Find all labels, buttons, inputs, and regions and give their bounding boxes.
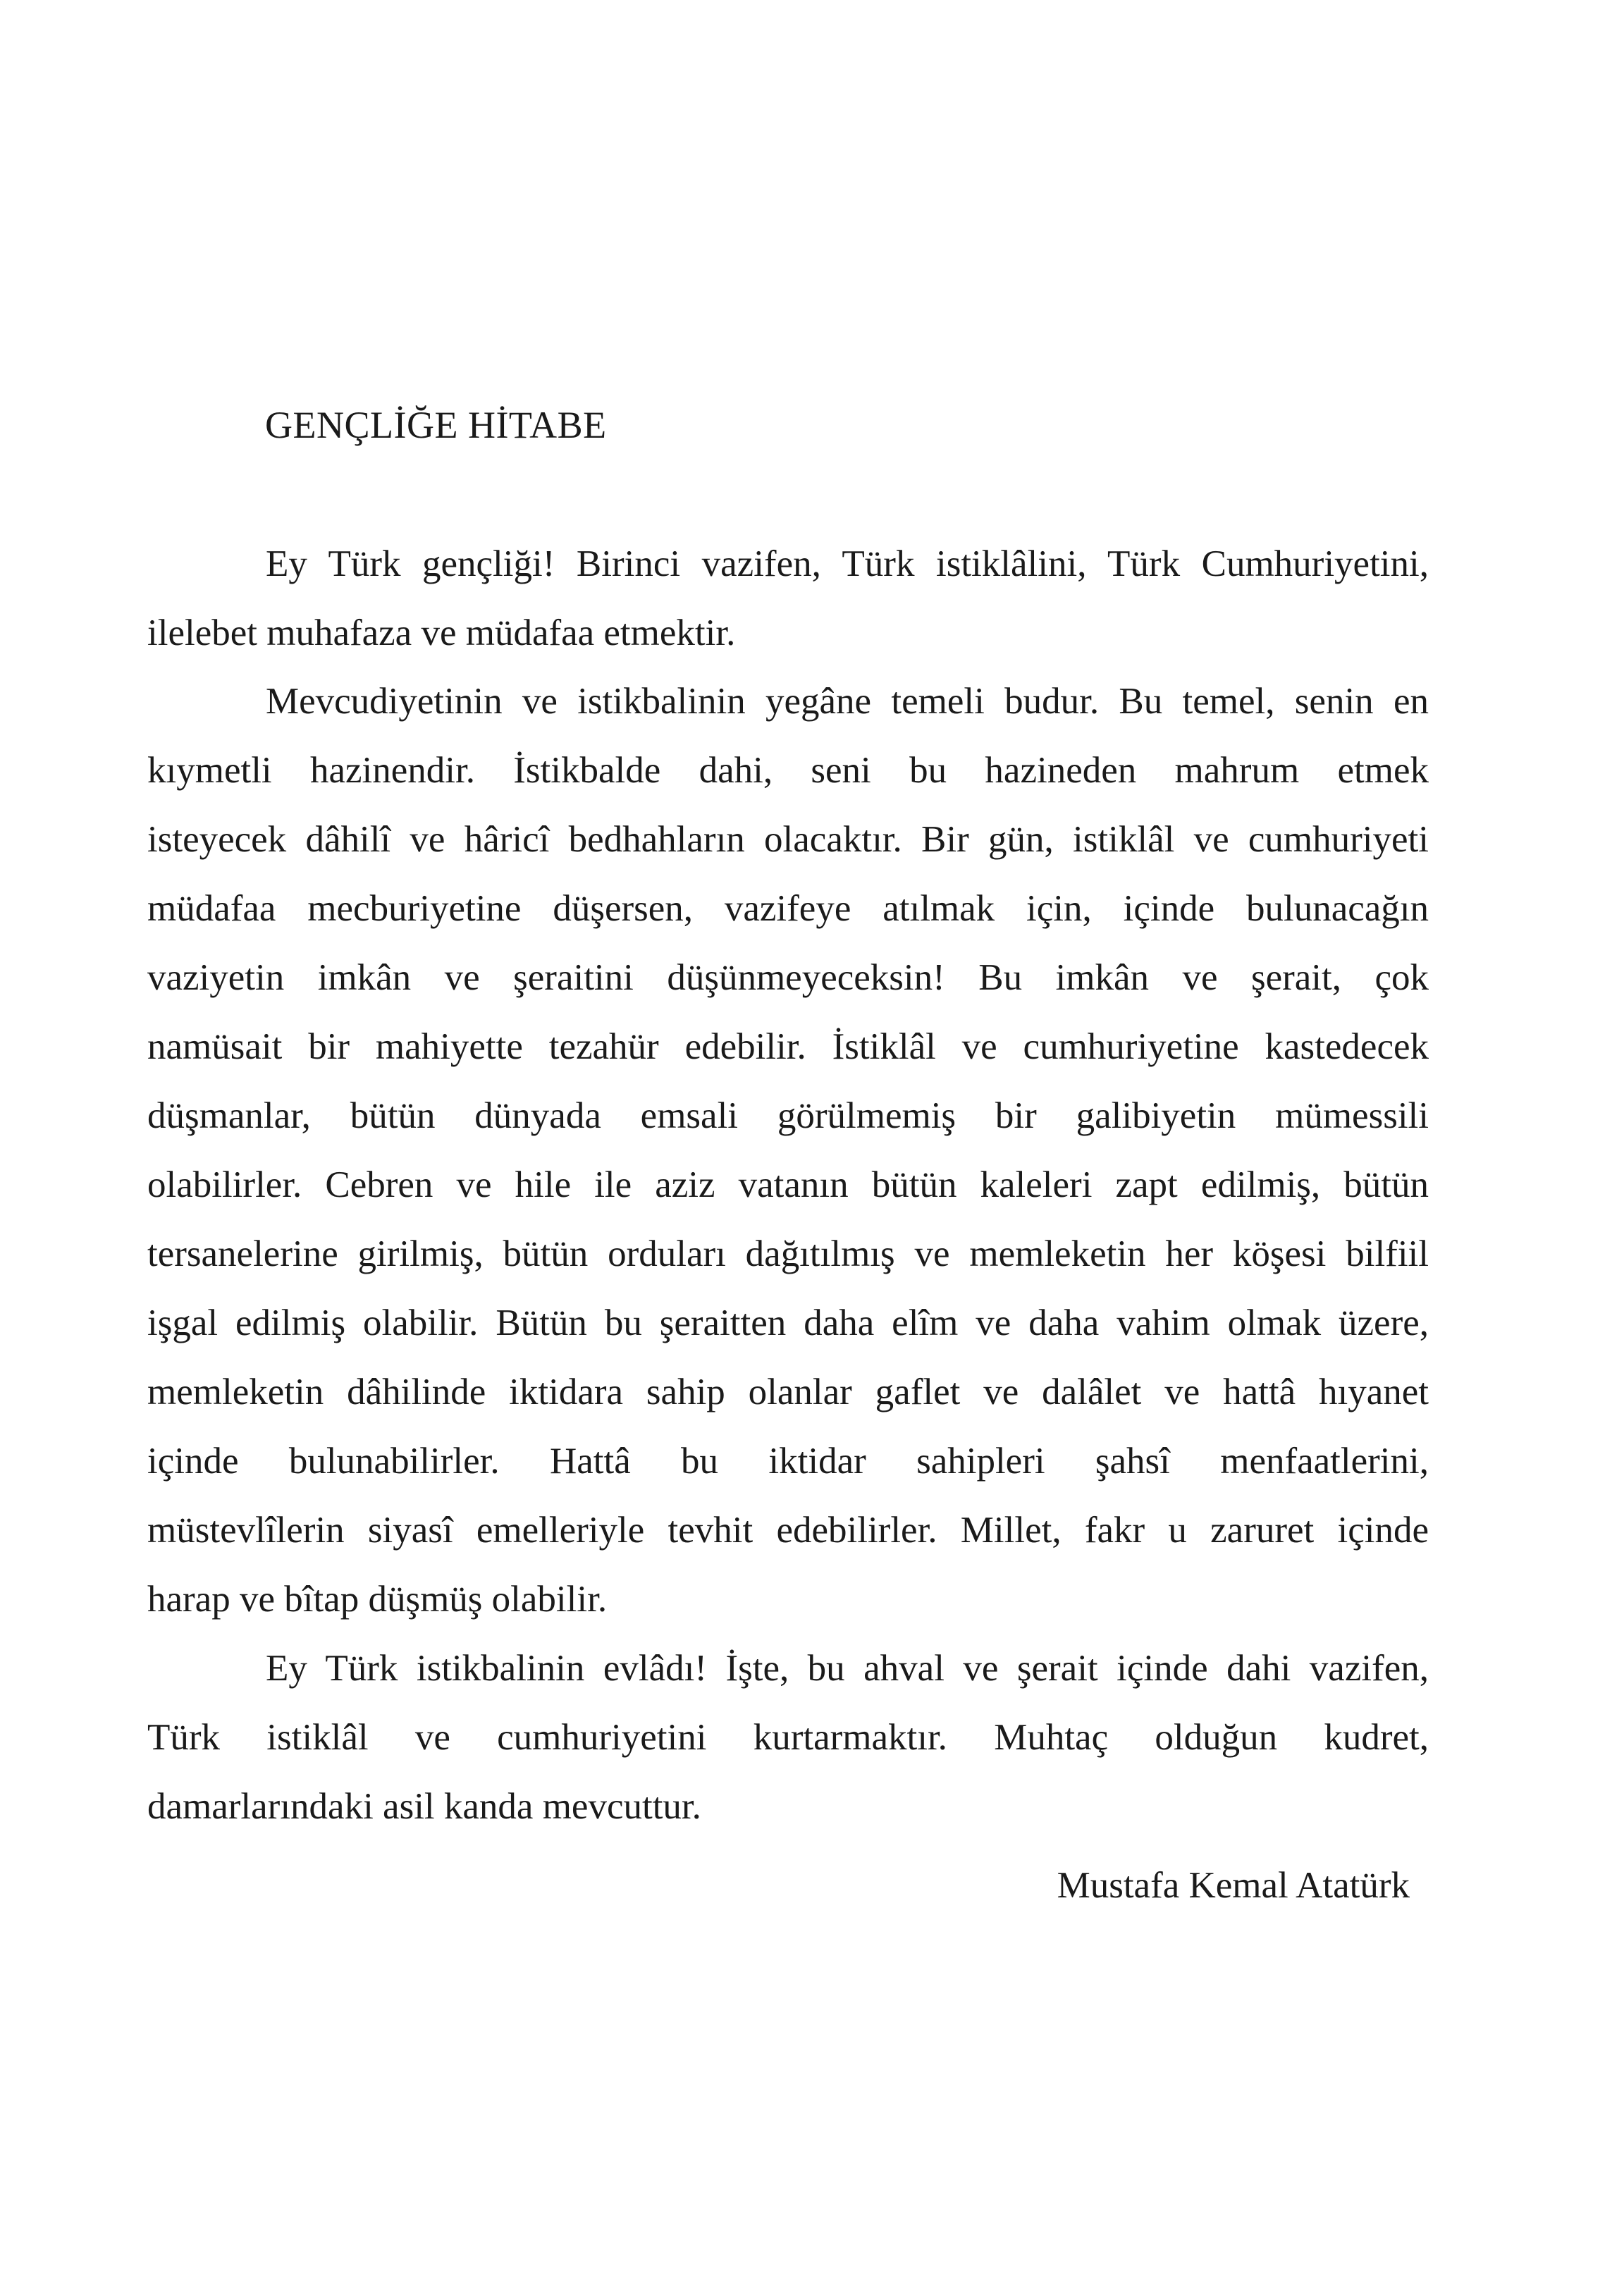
paragraph-2-line-14: harap ve bîtap düşmüş olabilir. <box>147 1579 608 1620</box>
paragraph-2-line-12: içinde bulunabilirler. Hattâ bu iktidar sahipleri şahsî menfaatlerini, <box>147 1441 1429 1482</box>
paragraph-2-line-7: düşmanlar, bütün dünyada emsali görülmemiş bir galibiyetin mümessili <box>147 1095 1429 1136</box>
paragraph-3-line-2: Türk istiklâl ve cumhuriyetini kurtarmaktır. Muhtaç olduğun kudret, <box>147 1717 1429 1758</box>
paragraph-2-line-10: işgal edilmiş olabilir. Bütün bu şeraitten daha elîm ve daha vahim olmak üzere, <box>147 1303 1429 1343</box>
signature: Mustafa Kemal Atatürk <box>1057 1865 1410 1906</box>
paragraph-2-line-5: vaziyetin imkân ve şeraitini düşünmeyeceksin! Bu imkân ve şerait, çok <box>147 957 1429 998</box>
paragraph-2-line-3: isteyecek dâhilî ve hâricî bedhahların olacaktır. Bir gün, istiklâl ve cumhuriyeti <box>147 819 1429 860</box>
document-title: GENÇLİĞE HİTABE <box>265 404 607 446</box>
paragraph-1-line-1: Ey Türk gençliği! Birinci vazifen, Türk istiklâlini, Türk Cumhuriyetini, <box>266 543 1429 584</box>
paragraph-2-line-11: memleketin dâhilinde iktidara sahip olanlar gaflet ve dalâlet ve hattâ hıyanet <box>147 1372 1429 1412</box>
paragraph-2-line-2: kıymetli hazinendir. İstikbalde dahi, seni bu hazineden mahrum etmek <box>147 750 1429 791</box>
paragraph-2-line-6: namüsait bir mahiyette tezahür edebilir. İstiklâl ve cumhuriyetine kastedecek <box>147 1026 1429 1067</box>
paragraph-2-line-13: müstevlîlerin siyasî emelleriyle tevhit edebilirler. Millet, fakr u zaruret içinde <box>147 1510 1429 1551</box>
paragraph-3-line-3: damarlarındaki asil kanda mevcuttur. <box>147 1786 701 1827</box>
paragraph-1-line-2: ilelebet muhafaza ve müdafaa etmektir. <box>147 612 736 653</box>
paragraph-2-line-9: tersanelerine girilmiş, bütün orduları dağıtılmış ve memleketin her köşesi bilfiil <box>147 1233 1429 1274</box>
paragraph-2-line-1: Mevcudiyetinin ve istikbalinin yegâne temeli budur. Bu temel, senin en <box>266 681 1429 722</box>
paragraph-2-line-4: müdafaa mecburiyetine düşersen, vazifeye atılmak için, içinde bulunacağın <box>147 888 1429 929</box>
paragraph-2-line-8: olabilirler. Cebren ve hile ile aziz vatanın bütün kaleleri zapt edilmiş, bütün <box>147 1164 1429 1205</box>
paragraph-3-line-1: Ey Türk istikbalinin evlâdı! İşte, bu ahval ve şerait içinde dahi vazifen, <box>266 1648 1429 1689</box>
